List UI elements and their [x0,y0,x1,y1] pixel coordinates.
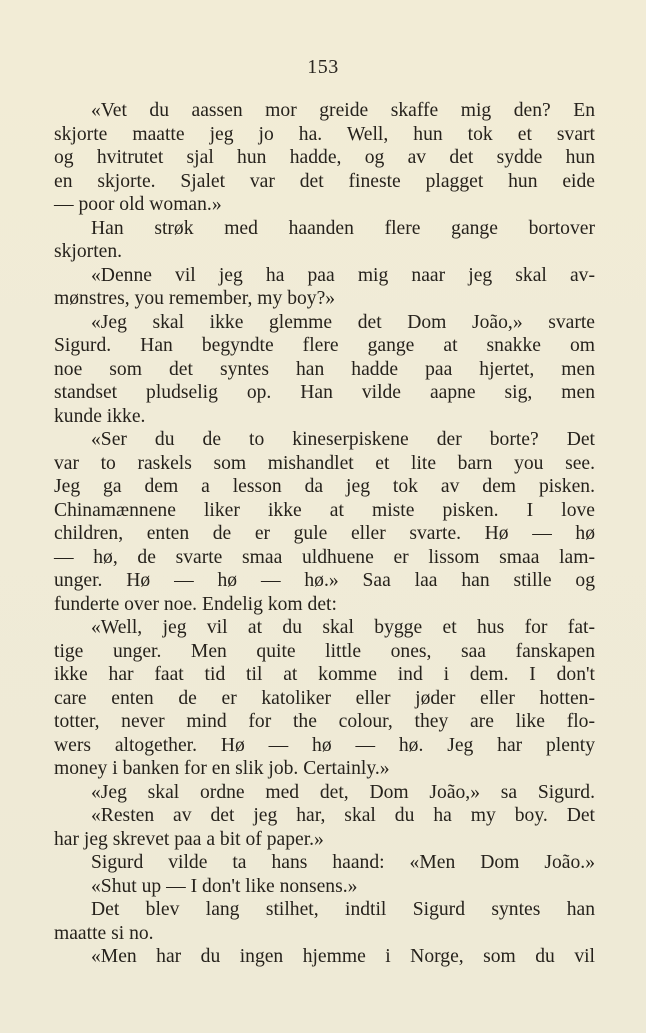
text-line: noe som det syntes han hadde paa hjertet, men [54,358,595,380]
text-line: maatte si no. [54,922,154,944]
text-line: «Jeg skal ikke glemme det Dom João,» svarte [91,311,595,333]
text-line: skjorten. [54,241,123,262]
body-text [54,99,595,969]
text-line: ikke har faat tid til at komme ind i dem. I don't [54,664,595,685]
text-line: tige unger. Men quite little ones, saa fanskapen [54,640,595,662]
text-line: funderte over noe. Endelig kom det: [54,593,337,615]
text-line: «Men har du ingen hjemme i Norge, som du vil [91,946,595,967]
text-line: totter, never mind for the colour, they are like flo- [54,711,595,732]
text-line: Det blev lang stilhet, indtil Sigurd syntes han [91,899,595,920]
text-line: money i banken for en slik job. Certainly.» [54,758,390,779]
text-line: «Resten av det jeg har, skal du ha my boy. Det [91,805,595,826]
page-number: 153 [307,56,339,78]
text-line: skjorte maatte jeg jo ha. Well, hun tok et svart [54,123,595,145]
text-line: var to raskels som mishandlet et lite barn you see. [54,452,595,474]
text-line: «Shut up — I don't like nonsens.» [91,875,358,897]
text-line: children, enten de er gule eller svarte. Hø — hø [54,523,595,544]
text-line: Sigurd. Han begyndte flere gange at snakke om [54,335,595,356]
text-line: «Well, jeg vil at du skal bygge et hus for fat- [91,617,595,638]
text-line: Sigurd vilde ta hans haand: «Men Dom João.» [91,852,595,873]
text-line: en skjorte. Sjalet var det fineste plagget hun eide [54,170,595,192]
text-line: kunde ikke. [54,405,146,427]
text-line: har jeg skrevet paa a bit of paper.» [54,828,324,850]
text-line: «Jeg skal ordne med det, Dom João,» sa Sigurd. [91,781,595,803]
text-line: care enten de er katoliker eller jøder eller hotten- [54,687,595,709]
text-line: standset pludselig op. Han vilde aapne sig, men [54,382,595,403]
text-line: — poor old woman.» [54,194,222,215]
text-line: Jeg ga dem a lesson da jeg tok av dem pisken. [54,476,595,497]
text-line: og hvitrutet sjal hun hadde, og av det sydde hun [54,147,595,168]
text-line: wers altogether. Hø — hø — hø. Jeg har plenty [54,734,595,756]
text-line: «Ser du de to kineserpiskene der borte? Det [91,429,595,450]
text-line: mønstres, you remember, my boy?» [54,288,336,309]
text-line: unger. Hø — hø — hø.» Saa laa han stille og [54,570,595,591]
text-line: Chinamænnene liker ikke at miste pisken. I love [54,499,595,521]
text-line: — hø, de svarte smaa uldhuene er lissom smaa lam- [54,546,595,568]
text-line: Han strøk med haanden flere gange bortover [91,217,595,239]
text-line: «Denne vil jeg ha paa mig naar jeg skal av- [91,264,595,286]
text-line: «Vet du aassen mor greide skaffe mig den? En [91,100,595,121]
